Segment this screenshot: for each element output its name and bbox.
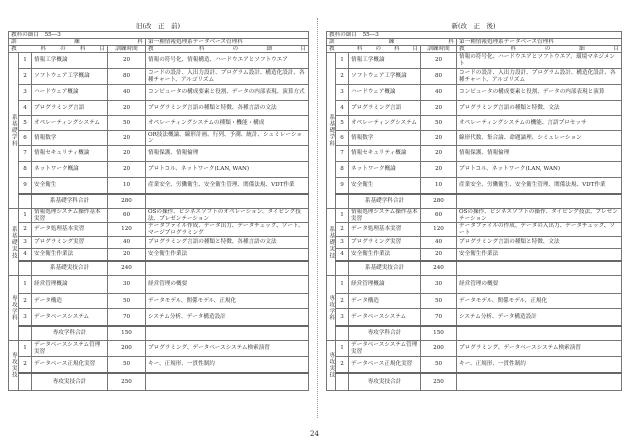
training-hours: 20 xyxy=(421,53,457,69)
subject-details: データモデル、関係モデル、正規化 xyxy=(457,294,622,309)
subject-details: 情報保護、情報倫理 xyxy=(457,146,622,162)
subject-name: ハードウェア概論 xyxy=(32,85,108,101)
subtotal-hours: 150 xyxy=(108,326,146,341)
subtotal-label: 系基礎学科合計 xyxy=(349,194,421,209)
subject-details: コンピュータの構成要素と役割、データの内部表現と演算 xyxy=(457,85,622,101)
subject-ref: 教科の細目 55―3 xyxy=(9,32,309,39)
table-row xyxy=(327,357,622,373)
subject-details: キー、正規形、一貫性制約 xyxy=(146,357,309,373)
subject-details: プログラミング、データベースシステム検索演習 xyxy=(146,341,309,357)
subtotal-row xyxy=(327,326,622,341)
training-hours: 50 xyxy=(421,357,457,373)
blank-cell xyxy=(336,194,349,209)
training-hours: 40 xyxy=(421,85,457,101)
subject-details: プログラミング言語の種類と特徴、文法 xyxy=(457,237,622,249)
subject-details: 情報の符号化、ハードウエアとソフトウエア、環境マネジメント xyxy=(457,53,622,69)
row-number: 3 xyxy=(19,237,32,249)
subtotal-label: 専攻学科合計 xyxy=(349,326,421,341)
subject-name: データベースシステム xyxy=(32,309,108,326)
training-hours: 20 xyxy=(421,131,457,146)
table-row xyxy=(9,309,309,326)
training-hours: 20 xyxy=(421,101,457,116)
subject-details: コンピュータの構成要素と役割、データの内部表現、演算方式 xyxy=(146,85,309,101)
subject-name: 情報セキュリティ概論 xyxy=(32,146,108,162)
blank-cell xyxy=(19,373,32,391)
subject-details: データモデル、関係モデル、正規化 xyxy=(146,294,309,309)
subject-details: OR技法概論、線形計画、行列、予測、統計、シュミレーション xyxy=(146,131,309,146)
table-row xyxy=(327,249,622,261)
table-row xyxy=(9,341,309,357)
subject-details: 経営管理の概要 xyxy=(457,276,622,294)
training-hours: 50 xyxy=(108,357,146,373)
subtotal-label: 専攻実技合計 xyxy=(349,373,421,391)
table-row xyxy=(9,116,309,131)
row-number: 1 xyxy=(336,341,349,357)
header-hours: 訓練時間 xyxy=(421,46,457,53)
subject-details: プロトコル、ネットワーク(LAN, WAN) xyxy=(457,162,622,178)
blank-cell xyxy=(19,326,32,341)
table-row xyxy=(9,178,309,194)
row-number: 2 xyxy=(19,357,32,373)
row-number: 1 xyxy=(336,209,349,223)
row-number: 2 xyxy=(19,294,32,309)
group-label: 専攻学科 xyxy=(327,276,336,341)
subtotal-hours: 280 xyxy=(421,194,457,209)
header-content: 教 科 の 細 目 xyxy=(146,46,309,53)
subject-name: 経営管理概論 xyxy=(349,276,421,294)
subject-details: オペレーティングシステムの機能、言語プロセッサ xyxy=(457,116,622,131)
subject-name: ソフトウェア工学概論 xyxy=(32,69,108,85)
row-number: 2 xyxy=(336,69,349,85)
blank-cell xyxy=(336,373,349,391)
header-subject: 教 科 の 科 目 xyxy=(9,46,108,53)
subject-name: 情報工学概論 xyxy=(349,53,421,69)
subject-details: プロトコル、ネットワーク(LAN, WAN) xyxy=(146,162,309,178)
subject-name: プログラミング言語 xyxy=(349,101,421,116)
subject-name: データ処理基本実習 xyxy=(349,223,421,237)
subject-name: ネットワーク概論 xyxy=(32,162,108,178)
training-hours: 120 xyxy=(421,223,457,237)
blank-cell xyxy=(457,326,622,341)
subtotal-label: 系基礎実技合計 xyxy=(349,261,421,276)
subject-name: 安全衛生作業法 xyxy=(32,249,108,261)
subject-details: 情報の符号化、情報構造、ハードウエアとソフトウエア xyxy=(146,53,309,69)
row-number: 1 xyxy=(19,341,32,357)
blank-cell xyxy=(146,194,309,209)
subtotal-label: 系基礎学科合計 xyxy=(32,194,108,209)
subtotal-hours: 250 xyxy=(421,373,457,391)
header-subject: 教 科 の 科 目 xyxy=(327,46,421,53)
training-hours: 20 xyxy=(421,146,457,162)
subject-ref-row xyxy=(9,32,309,39)
training-hours: 50 xyxy=(108,294,146,309)
subtotal-row xyxy=(9,373,309,391)
subject-details: オペレーティングシステムの種類・機能・構成 xyxy=(146,116,309,131)
training-hours: 20 xyxy=(108,131,146,146)
subtotal-row xyxy=(327,194,622,209)
row-number: 2 xyxy=(19,69,32,85)
subtotal-hours: 240 xyxy=(421,261,457,276)
row-number: 1 xyxy=(19,53,32,69)
row-number: 1 xyxy=(336,53,349,69)
training-hours: 20 xyxy=(108,162,146,178)
training-hours: 60 xyxy=(108,209,146,223)
training-hours: 70 xyxy=(421,309,457,326)
subtotal-label: 専攻学科合計 xyxy=(32,326,108,341)
training-hours: 20 xyxy=(108,101,146,116)
new-curriculum-table xyxy=(326,31,622,391)
subtotal-label: 系基礎実技合計 xyxy=(32,261,108,276)
subject-details: プログラミング言語の種類と特徴、各種言語の文法 xyxy=(146,101,309,116)
table-row xyxy=(9,237,309,249)
training-hours: 200 xyxy=(108,341,146,357)
course-label: 訓 練 科 xyxy=(9,39,146,46)
subject-details: プログラミング言語の種類と特徴、文法 xyxy=(457,101,622,116)
subject-details: コードの設計、入出力設計、プログラム設計、構造化設計、各種チャート、アルゴリズム xyxy=(146,69,309,85)
blank-cell xyxy=(19,261,32,276)
blank-cell xyxy=(19,194,32,209)
column-divider xyxy=(317,18,318,418)
subject-name: データベース正規化実習 xyxy=(32,357,108,373)
subject-name: 安全衛生 xyxy=(32,178,108,194)
subject-name: データベース正規化実習 xyxy=(349,357,421,373)
subject-name: 情報セキュリティ概論 xyxy=(349,146,421,162)
table-row xyxy=(9,162,309,178)
subject-details: キー、正規形、一貫性制約 xyxy=(457,357,622,373)
subtotal-hours: 150 xyxy=(421,326,457,341)
old-curriculum-table xyxy=(8,31,309,391)
subject-ref: 教科の細目 55―3 xyxy=(327,32,622,39)
subject-details: 線形代数、集合論、命題論理、シミュレーション xyxy=(457,131,622,146)
table-row xyxy=(327,178,622,194)
subject-name: 情報工学概論 xyxy=(32,53,108,69)
subject-details: システム分析、データ構造設計 xyxy=(146,309,309,326)
subtotal-label: 専攻実技合計 xyxy=(32,373,108,391)
course-label: 訓 練 科 xyxy=(327,39,457,46)
row-number: 7 xyxy=(336,146,349,162)
course-name: 第一種情報処理系データベース管理科 xyxy=(146,39,309,46)
row-number: 4 xyxy=(19,101,32,116)
subject-name: ソフトウェア工学概論 xyxy=(349,69,421,85)
row-number: 3 xyxy=(19,85,32,101)
blank-cell xyxy=(146,373,309,391)
table-row xyxy=(327,294,622,309)
subject-name: ネットワーク概論 xyxy=(349,162,421,178)
training-hours: 10 xyxy=(421,178,457,194)
table-row xyxy=(9,131,309,146)
blank-cell xyxy=(457,373,622,391)
subject-ref-row xyxy=(327,32,622,39)
row-number: 4 xyxy=(19,249,32,261)
table-row xyxy=(327,276,622,294)
row-number: 5 xyxy=(19,116,32,131)
subject-name: 安全衛生 xyxy=(349,178,421,194)
row-number: 3 xyxy=(336,309,349,326)
row-number: 8 xyxy=(19,162,32,178)
table-row xyxy=(327,101,622,116)
training-hours: 80 xyxy=(421,69,457,85)
training-hours: 70 xyxy=(108,309,146,326)
training-hours: 40 xyxy=(108,85,146,101)
row-number: 9 xyxy=(336,178,349,194)
group-label: 専攻実技 xyxy=(9,341,19,391)
subject-details: 産業安全、労働衛生、安全衛生管理、関係法規、VDT作業 xyxy=(457,178,622,194)
table-row xyxy=(327,237,622,249)
table-row xyxy=(327,116,622,131)
subject-details: データファイルの作成、データの入出力、データチェック、ソート xyxy=(457,223,622,237)
row-number: 3 xyxy=(336,237,349,249)
group-label: 専攻実技 xyxy=(327,341,336,391)
table-row xyxy=(9,223,309,237)
subject-name: オペレーティングシステム xyxy=(32,116,108,131)
header-content: 教 科 の 細 目 xyxy=(457,46,622,53)
subject-name: ハードウェア概論 xyxy=(349,85,421,101)
old-table-title: 旧(改 正 前) xyxy=(135,22,181,30)
group-label: 系基礎学科 xyxy=(327,53,336,209)
table-row xyxy=(9,357,309,373)
row-number: 1 xyxy=(19,276,32,294)
subject-details: 経営管理の概要 xyxy=(146,276,309,294)
group-label: 系基礎実技 xyxy=(9,209,19,276)
table-row xyxy=(9,276,309,294)
row-number: 3 xyxy=(336,85,349,101)
table-row xyxy=(9,209,309,223)
subtotal-row xyxy=(9,261,309,276)
subtotal-row xyxy=(9,194,309,209)
subject-details: 産業安全、労働衛生、安全衛生管理、関係法規、VDT作業 xyxy=(146,178,309,194)
training-hours: 10 xyxy=(108,178,146,194)
subject-name: データ構造 xyxy=(349,294,421,309)
blank-cell xyxy=(457,261,622,276)
subject-details: 安全衛生作業法 xyxy=(146,249,309,261)
subject-name: 経営管理概論 xyxy=(32,276,108,294)
table-row xyxy=(9,85,309,101)
table-row xyxy=(327,223,622,237)
course-row xyxy=(9,39,309,46)
subject-details: OSの操作、ビジネスソフトのオペレーション、タイピング技法、プレゼンテーション xyxy=(146,209,309,223)
page-number: 24 xyxy=(310,430,319,438)
subject-details: コードの設計、入出力設計、プログラム設計、構造化設計、各種チャート、アルゴリズム xyxy=(457,69,622,85)
row-number: 2 xyxy=(336,294,349,309)
blank-cell xyxy=(336,261,349,276)
table-row xyxy=(9,249,309,261)
table-row xyxy=(9,53,309,69)
blank-cell xyxy=(146,326,309,341)
row-number: 8 xyxy=(336,162,349,178)
subtotal-row xyxy=(9,326,309,341)
group-label: 系基礎実技 xyxy=(327,209,336,276)
subtotal-row xyxy=(327,373,622,391)
subtotal-hours: 280 xyxy=(108,194,146,209)
row-number: 4 xyxy=(336,101,349,116)
training-hours: 50 xyxy=(421,116,457,131)
training-hours: 60 xyxy=(421,209,457,223)
training-hours: 20 xyxy=(421,249,457,261)
subject-name: データ構造 xyxy=(32,294,108,309)
row-number: 2 xyxy=(336,223,349,237)
row-number: 4 xyxy=(336,249,349,261)
row-number: 1 xyxy=(336,276,349,294)
subject-name: 情報処理システム操作基本実習 xyxy=(32,209,108,223)
row-number: 5 xyxy=(336,116,349,131)
row-number: 9 xyxy=(19,178,32,194)
row-number: 2 xyxy=(336,357,349,373)
subject-name: データベースシステム管理実習 xyxy=(32,341,108,357)
table-row xyxy=(327,341,622,357)
subject-name: 安全衛生作業法 xyxy=(349,249,421,261)
row-number: 7 xyxy=(19,146,32,162)
table-row xyxy=(9,294,309,309)
subtotal-row xyxy=(327,261,622,276)
subject-name: オペレーティングシステム xyxy=(349,116,421,131)
subject-details: 情報保護、情報倫理 xyxy=(146,146,309,162)
training-hours: 50 xyxy=(421,294,457,309)
table-row xyxy=(327,53,622,69)
subject-details: システム分析、データ構造設計 xyxy=(457,309,622,326)
training-hours: 40 xyxy=(108,237,146,249)
training-hours: 80 xyxy=(108,69,146,85)
header-row xyxy=(327,46,622,53)
header-row xyxy=(9,46,309,53)
training-hours: 20 xyxy=(108,146,146,162)
blank-cell xyxy=(336,326,349,341)
table-row xyxy=(9,146,309,162)
training-hours: 20 xyxy=(421,162,457,178)
blank-cell xyxy=(146,261,309,276)
row-number: 6 xyxy=(19,131,32,146)
training-hours: 20 xyxy=(108,53,146,69)
subtotal-hours: 240 xyxy=(108,261,146,276)
subject-details: 安全衛生作業法 xyxy=(457,249,622,261)
row-number: 6 xyxy=(336,131,349,146)
subject-name: データベースシステム xyxy=(349,309,421,326)
table-row xyxy=(327,69,622,85)
group-label: 系基礎学科 xyxy=(9,53,19,209)
subject-name: データ処理基本実習 xyxy=(32,223,108,237)
blank-cell xyxy=(457,194,622,209)
subject-details: OSの操作、ビジネスソフトの操作、タイピング技法、プレゼンテーション xyxy=(457,209,622,223)
row-number: 1 xyxy=(19,209,32,223)
table-row xyxy=(327,131,622,146)
training-hours: 120 xyxy=(108,223,146,237)
table-row xyxy=(327,162,622,178)
row-number: 3 xyxy=(19,309,32,326)
training-hours: 50 xyxy=(108,116,146,131)
subject-name: プログラミング言語 xyxy=(32,101,108,116)
subject-name: 情報数学 xyxy=(32,131,108,146)
subject-name: 情報数学 xyxy=(349,131,421,146)
training-hours: 20 xyxy=(108,249,146,261)
table-row xyxy=(9,101,309,116)
table-row xyxy=(327,309,622,326)
training-hours: 40 xyxy=(421,237,457,249)
training-hours: 30 xyxy=(421,276,457,294)
subject-name: プログラミング実習 xyxy=(32,237,108,249)
subject-details: プログラミング言語の種類と特徴、各種言語の文法 xyxy=(146,237,309,249)
table-row xyxy=(9,69,309,85)
table-row xyxy=(327,209,622,223)
training-hours: 200 xyxy=(421,341,457,357)
course-row xyxy=(327,39,622,46)
subject-name: プログラミング実習 xyxy=(349,237,421,249)
group-label: 専攻学科 xyxy=(9,276,19,341)
table-row xyxy=(327,85,622,101)
course-name: 第一種情報処理系データベース管理科 xyxy=(457,39,622,46)
subtotal-hours: 250 xyxy=(108,373,146,391)
subject-details: データファイル作成、データ出力、データチェック、ソート、マージプログラミング xyxy=(146,223,309,237)
subject-name: データベースシステム管理実習 xyxy=(349,341,421,357)
table-row xyxy=(327,146,622,162)
new-table-title: 新(改 正 後) xyxy=(451,22,496,30)
row-number: 2 xyxy=(19,223,32,237)
header-hours: 訓練時間 xyxy=(108,46,146,53)
subject-name: 情報処理システム操作基本実習 xyxy=(349,209,421,223)
training-hours: 30 xyxy=(108,276,146,294)
subject-details: プログラミング、データベースシステム検索演習 xyxy=(457,341,622,357)
